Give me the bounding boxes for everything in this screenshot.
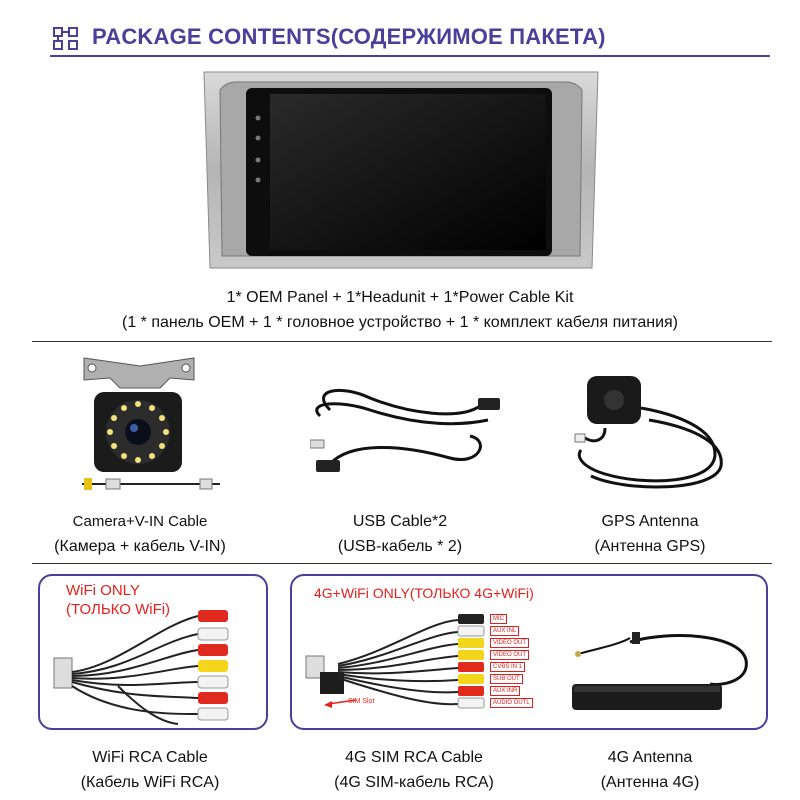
4g-wifi-badge: 4G+WiFi ONLY(ТОЛЬКО 4G+WiFi) (314, 585, 534, 601)
4g-antenna-caption-en: 4G Antenna (607, 749, 693, 766)
wifi-only-panel (38, 574, 268, 730)
title-underline (50, 55, 770, 57)
grid-icon (52, 26, 80, 52)
wifi-rca-caption-en: WiFi RCA Cable (92, 749, 208, 766)
4g-antenna-caption-ru: (Антенна 4G) (600, 774, 700, 791)
camera-image (70, 352, 240, 502)
sim-slot-label: SIM Slot (348, 698, 375, 705)
port-tag: AUX INR (490, 686, 520, 696)
divider (32, 341, 772, 342)
main-unit-caption-en: 1* OEM Panel + 1*Headunit + 1*Power Cable Kit (226, 289, 574, 306)
port-tag: VIDEO OUT (490, 650, 529, 660)
gps-caption-ru: (Антенна GPS) (594, 538, 706, 555)
wifi-only-badge: WiFi ONLY (66, 582, 140, 599)
page-title: PACKAGE CONTENTS(СОДЕРЖИМОЕ ПАКЕТА) (92, 24, 606, 49)
4g-sim-rca-caption-en: 4G SIM RCA Cable (345, 749, 483, 766)
usb-caption-ru: (USB-кабель * 2) (337, 538, 463, 555)
main-unit-caption-ru: (1 * панель OEM + 1 * головное устройство + 1 * комплект кабеля питания) (121, 314, 678, 331)
camera-caption-en: Camera+V-IN Cable (72, 513, 208, 530)
usb-cable-image (310, 380, 510, 490)
4g-wifi-panel (290, 574, 768, 730)
usb-caption-en: USB Cable*2 (352, 513, 448, 530)
port-tag: SUB OUT (490, 674, 523, 684)
port-tag: AUX INL (490, 626, 519, 636)
gps-antenna-image (565, 368, 735, 498)
head-unit-panel-image (196, 68, 606, 278)
port-tag: AUDIO OUTL (490, 698, 533, 708)
wifi-rca-cable-image (48, 606, 258, 726)
camera-caption-ru: (Камера + кабель V-IN) (54, 538, 226, 555)
wifi-only-badge-ru: (ТОЛЬКО WiFi) (66, 601, 171, 618)
port-tag: MIC (490, 614, 507, 624)
4g-antenna-image (560, 626, 756, 722)
wifi-rca-caption-ru: (Кабель WiFi RCA) (80, 774, 220, 791)
port-tag: VIDEO OUT (490, 638, 529, 648)
4g-sim-rca-caption-ru: (4G SIM-кабель RCA) (334, 774, 494, 791)
port-tag: CVBS IN 1 (490, 662, 525, 672)
gps-caption-en: GPS Antenna (601, 513, 699, 530)
divider (32, 563, 772, 564)
